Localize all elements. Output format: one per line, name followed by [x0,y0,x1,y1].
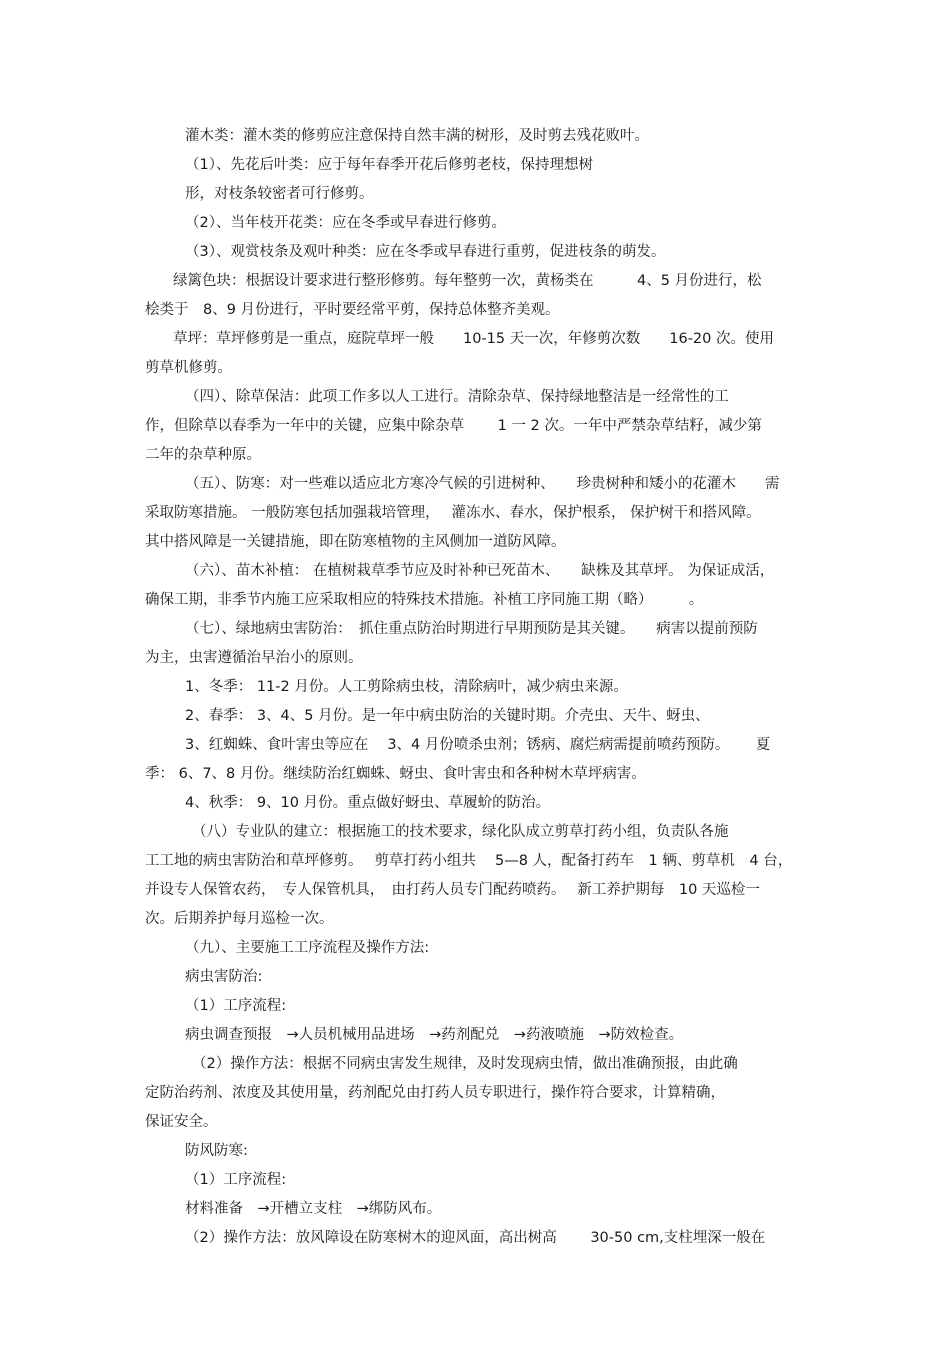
text-line: 防风防寒: [185,1143,248,1159]
text-line: 确保工期，非季节内施工应采取相应的特殊技术措施。补植工序同施工期（略） 。 [145,592,704,608]
text-line: 桧类于 8、9 月份进行，平时要经常平剪，保持总体整齐美观。 [145,302,560,318]
text-line: （1）工序流程: [185,998,287,1014]
text-line: 定防治药剂、浓度及其使用量，药剂配兑由打药人员专职进行，操作符合要求，计算精确， [145,1085,725,1101]
text-line: （九）、主要施工工序流程及操作方法: [185,940,430,956]
text-line: （六）、苗木补植： 在植树栽草季节应及时补种已死苗木、 缺株及其草坪。 为保证成活， [185,563,775,579]
text-line: 采取防寒措施。 一般防寒包括加强栽培管理， 灌冻水、春水，保护根系， 保护树干和搭风障。 [145,505,761,521]
text-line: （3）、观赏枝条及观叶种类：应在冬季或早春进行重剪，促进枝条的萌发。 [185,244,666,260]
text-line: 为主，虫害遵循治早治小的原则。 [145,650,363,666]
text-line: 次。后期养护每月巡检一次。 [145,911,334,927]
text-line: 绿篱色块：根据设计要求进行整形修剪。每年整剪一次，黄杨类在 4、5 月份进行，松 [173,273,762,289]
text-line: （2）操作方法：放风障设在防寒树木的迎风面，高出树高 30-50 cm,支柱埋深一般在 [185,1230,766,1246]
text-line: 病虫调查预报 →人员机械用品进场 →药剂配兑 →药液喷施 →防效检查。 [185,1027,684,1043]
text-line: （1）工序流程: [185,1172,287,1188]
text-line: （2）操作方法：根据不同病虫害发生规律，及时发现病虫情，做出准确预报，由此确 [192,1056,738,1072]
text-line: 3、红蜘蛛、食叶害虫等应在 3、4 月份喷杀虫剂；锈病、腐烂病需提前喷药预防。 夏 [185,737,771,753]
text-line: （1）、先花后叶类：应于每年春季开花后修剪老枝，保持理想树 [185,157,593,173]
text-line: 并设专人保管农药， 专人保管机具， 由打药人员专门配药喷药。 新工养护期每 10 天巡检一 [145,882,760,898]
text-line: 二年的杂草种原。 [145,447,261,463]
text-line: 草坪：草坪修剪是一重点，庭院草坪一般 10-15 天一次，年修剪次数 16-20 次。使用 [173,331,774,347]
text-line: 季： 6、7、8 月份。继续防治红蜘蛛、蚜虫、食叶害虫和各种树木草坪病害。 [145,766,646,782]
text-line: 工工地的病虫害防治和草坪修剪。 剪草打药小组共 5—8 人，配备打药车 1 辆、剪草机 4 台， [145,853,793,869]
text-line: 其中搭风障是一关键措施，即在防寒植物的主风侧加一道防风障。 [145,534,566,550]
text-line: （八）专业队的建立：根据施工的技术要求，绿化队成立剪草打药小组，负责队各施 [192,824,729,840]
text-line: （五）、防寒：对一些难以适应北方寒冷气候的引进树种、 珍贵树种和矮小的花灌木 需 [185,476,780,492]
text-line: 灌木类：灌木类的修剪应注意保持自然丰满的树形，及时剪去残花败叶。 [185,128,649,144]
text-line: （七）、绿地病虫害防治： 抓住重点防治时期进行早期预防是其关键。 病害以提前预防 [185,621,758,637]
text-line: 作，但除草以春季为一年中的关键，应集中除杂草 1 一 2 次。一年中严禁杂草结籽，减少第 [145,418,762,434]
text-line: 病虫害防治: [185,969,263,985]
text-line: 2、春季： 3、4、5 月份。是一年中病虫防治的关键时期。介壳虫、天牛、蚜虫、 [185,708,710,724]
text-line: （2）、当年枝开花类：应在冬季或早春进行修剪。 [185,215,506,231]
text-line: 形，对枝条较密者可行修剪。 [185,186,374,202]
text-line: （四）、除草保洁：此项工作多以人工进行。清除杂草、保持绿地整洁是一经常性的工 [185,389,729,405]
text-line: 4、秋季： 9、10 月份。重点做好蚜虫、草履蚧的防治。 [185,795,551,811]
text-line: 保证安全。 [145,1114,218,1130]
text-line: 剪草机修剪。 [145,360,232,376]
text-line: 材料准备 →开槽立支柱 →绑防风布。 [185,1201,442,1217]
text-line: 1、冬季： 11-2 月份。人工剪除病虫枝，清除病叶，减少病虫来源。 [185,679,628,695]
